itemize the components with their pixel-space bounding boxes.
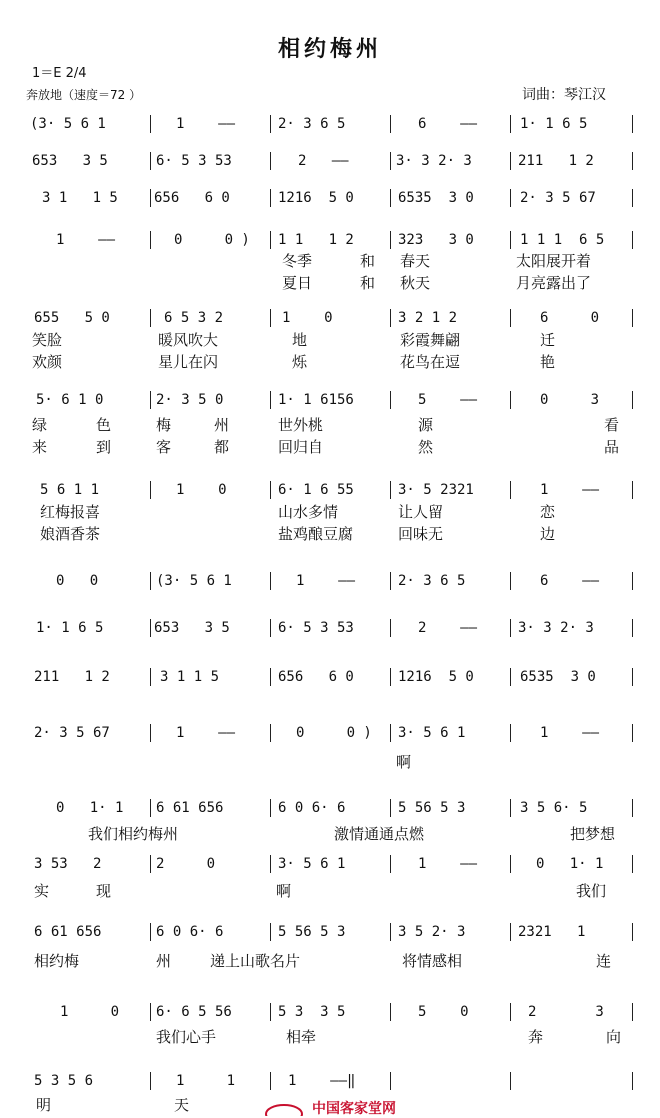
lyric-text: 艳: [540, 353, 556, 371]
note-group: 323 3 0: [398, 232, 474, 248]
note-group: 2 0: [156, 856, 216, 872]
lyric-text: 彩霞舞翩: [400, 331, 461, 349]
bar-line: [510, 724, 511, 742]
song-title: 相约梅州: [277, 37, 382, 62]
score-row: [0, 150, 660, 172]
watermark: [264, 1098, 454, 1116]
lyric-text: 烁: [292, 353, 308, 371]
note-group: 6 61 656: [34, 924, 102, 940]
note-group: 5 56 5 3: [398, 800, 466, 816]
bar-line: [270, 799, 271, 817]
lyric-text: 和: [360, 274, 376, 292]
note-group: 1216 5 0: [278, 190, 354, 206]
note-group: (3· 5 6 1: [156, 573, 232, 589]
bar-line: [632, 619, 633, 637]
note-group: 6· 5 3 53: [278, 620, 354, 636]
note-group: 2 ——: [298, 153, 349, 169]
lyric-text: 源: [418, 416, 434, 434]
lyric-line: [0, 250, 660, 270]
note-group: 655 5 0: [34, 310, 110, 326]
lyric-text: 月亮露出了: [516, 274, 592, 292]
lyric-text: 向: [606, 1028, 622, 1046]
lyric-text: 星儿在闪: [158, 353, 219, 371]
bar-line: [632, 572, 633, 590]
lyric-text: 把梦想: [570, 825, 616, 843]
bar-line: [390, 391, 391, 409]
note-group: 1 0: [60, 1004, 120, 1020]
bar-line: [390, 481, 391, 499]
bar-line: [632, 481, 633, 499]
note-group: 6 61 656: [156, 800, 224, 816]
bar-line: [390, 1003, 391, 1021]
note-group: 2· 3 5 67: [34, 725, 110, 741]
note-group: 1 1: [176, 1073, 236, 1089]
bar-line: [390, 724, 391, 742]
lyric-text: 太阳展开着: [516, 252, 592, 270]
bar-line: [150, 855, 151, 873]
lyric-text: 迁: [540, 331, 556, 349]
bar-line: [510, 668, 511, 686]
note-group: 6 0: [540, 310, 600, 326]
note-group: 1 ——: [56, 232, 116, 248]
note-group: 3 53 2: [34, 856, 102, 872]
note-group: 2 3: [528, 1004, 604, 1020]
note-group: 2· 3 5 0: [156, 392, 224, 408]
note-group: 3· 5 2321: [398, 482, 474, 498]
note-group: 6 0 6· 6: [156, 924, 224, 940]
lyric-line: [0, 414, 660, 434]
note-group: 0 1· 1: [56, 800, 124, 816]
bar-line: [510, 231, 511, 249]
note-group: 3 1 1 5: [42, 190, 118, 206]
note-group: 6 ——: [540, 573, 600, 589]
lyric-text: 红梅报喜: [40, 503, 101, 521]
note-group: 2· 3 5 67: [520, 190, 596, 206]
score-row: [0, 187, 660, 209]
lyric-line: [0, 523, 660, 543]
note-group: 0 0 ): [174, 232, 250, 248]
lyric-text: 盐鸡酿豆腐: [278, 525, 354, 543]
lyric-line: [0, 823, 660, 843]
lyric-text: 和: [360, 252, 376, 270]
composer-credit: 词曲：琴江汉: [522, 87, 606, 103]
bar-line: [150, 572, 151, 590]
note-group: 653 3 5: [154, 620, 230, 636]
lyric-text: 地: [292, 331, 308, 349]
bar-line: [390, 619, 391, 637]
lyric-text: 实: [34, 882, 50, 900]
bar-line: [632, 391, 633, 409]
bar-line: [270, 189, 271, 207]
note-group: 3· 3 2· 3: [518, 620, 594, 636]
lyric-text: 啊: [396, 753, 412, 771]
bar-line: [150, 1003, 151, 1021]
bar-line: [510, 855, 511, 873]
bar-line: [270, 309, 271, 327]
note-group: 5 3 3 5: [278, 1004, 346, 1020]
lyric-text: 天: [174, 1096, 190, 1114]
bar-line: [510, 572, 511, 590]
lyric-text: 到: [96, 438, 112, 456]
note-group: 2321 1: [518, 924, 586, 940]
note-group: 6 5 3 2: [164, 310, 224, 326]
lyric-text: 欢颜: [32, 353, 63, 371]
score-row: [0, 1070, 660, 1092]
lyric-text: 都: [214, 438, 230, 456]
lyric-text: 春天: [400, 252, 431, 270]
note-group: 6· 6 5 56: [156, 1004, 232, 1020]
lyric-text: 我们心手: [156, 1028, 217, 1046]
bar-line: [390, 189, 391, 207]
bar-line: [150, 309, 151, 327]
bar-line: [632, 923, 633, 941]
note-group: 1 0: [282, 310, 333, 326]
bar-line: [390, 309, 391, 327]
note-group: 6· 5 3 53: [156, 153, 232, 169]
bar-line: [510, 619, 511, 637]
score-row: [0, 666, 660, 688]
note-group: 211 1 2: [518, 153, 594, 169]
bar-line: [150, 724, 151, 742]
bar-line: [270, 619, 271, 637]
lyric-text: 让人留: [398, 503, 444, 521]
bar-line: [632, 855, 633, 873]
lyric-text: 连: [596, 952, 612, 970]
note-group: 1 ——: [296, 573, 356, 589]
tempo-marking: 奔放地（速度＝72 ）: [26, 88, 142, 102]
bar-line: [150, 923, 151, 941]
note-group: 5 6 1 1: [40, 482, 100, 498]
bar-line: [270, 231, 271, 249]
key-signature: 1＝E 2/4: [32, 66, 87, 81]
score-row: [0, 921, 660, 943]
lyric-line: [0, 950, 660, 970]
note-group: 3 2 1 2: [398, 310, 458, 326]
note-group: 6535 3 0: [520, 669, 596, 685]
bar-line: [270, 855, 271, 873]
bar-line: [270, 668, 271, 686]
bar-line: [390, 572, 391, 590]
note-group: 6· 1 6 55: [278, 482, 354, 498]
note-group: 1· 1 6 5: [36, 620, 104, 636]
lyric-text: 暖风吹大: [158, 331, 219, 349]
note-group: 3· 5 6 1: [278, 856, 346, 872]
lyric-text: 客: [156, 438, 172, 456]
lyric-text: 州: [156, 952, 172, 970]
note-group: 2· 3 6 5: [278, 116, 346, 132]
bar-line: [510, 115, 511, 133]
bar-line: [510, 923, 511, 941]
note-group: 0 0: [56, 573, 99, 589]
lyric-text: 夏日: [282, 274, 313, 292]
lyric-text: 绿: [32, 416, 48, 434]
lyric-text: 州: [214, 416, 230, 434]
lyric-line: [0, 351, 660, 371]
bar-line: [390, 855, 391, 873]
note-group: 5 ——: [418, 392, 478, 408]
note-group: 1 ——: [418, 856, 478, 872]
note-group: 6 0 6· 6: [278, 800, 346, 816]
bar-line: [270, 1003, 271, 1021]
bar-line: [632, 115, 633, 133]
score-row: [0, 853, 660, 875]
lyric-text: 回味无: [398, 525, 444, 543]
note-group: 211 1 2: [34, 669, 110, 685]
note-group: 5· 6 1 0: [36, 392, 104, 408]
bar-line: [390, 231, 391, 249]
note-group: 1 ——: [176, 725, 236, 741]
score-row: [0, 797, 660, 819]
lyric-text: 色: [96, 416, 112, 434]
bar-line: [510, 481, 511, 499]
note-group: 1· 1 6156: [278, 392, 354, 408]
lyric-text: 冬季: [282, 252, 313, 270]
bar-line: [270, 152, 271, 170]
bar-line: [390, 152, 391, 170]
bar-line: [270, 391, 271, 409]
lyric-text: 相约梅: [34, 952, 80, 970]
note-group: 3 5 6· 5: [520, 800, 588, 816]
lyric-text: 秋天: [400, 274, 431, 292]
bar-line: [510, 189, 511, 207]
score-row: [0, 617, 660, 639]
lyric-text: 奔: [528, 1028, 544, 1046]
note-group: 2 ——: [418, 620, 478, 636]
bar-line: [270, 115, 271, 133]
lyric-text: 边: [540, 525, 556, 543]
score-row: [0, 722, 660, 744]
score-row: [0, 389, 660, 411]
lyric-line: [0, 436, 660, 456]
bar-line: [632, 724, 633, 742]
bar-line: [270, 481, 271, 499]
lyric-text: 花鸟在逗: [400, 353, 461, 371]
note-group: 5 3 5 6: [34, 1073, 94, 1089]
lyric-text: 激情通通点燃: [334, 825, 425, 843]
note-group: 1 ——‖: [288, 1073, 356, 1089]
note-group: 3· 3 2· 3: [396, 153, 472, 169]
note-group: 6 ——: [418, 116, 478, 132]
note-group: 1216 5 0: [398, 669, 474, 685]
lyric-text: 娘酒香茶: [40, 525, 101, 543]
note-group: 1 0: [176, 482, 227, 498]
bar-line: [632, 189, 633, 207]
lyric-text: 现: [96, 882, 112, 900]
note-group: 0 0 ): [296, 725, 372, 741]
lyric-line: [0, 1026, 660, 1046]
bar-line: [390, 668, 391, 686]
lyric-text: 恋: [540, 503, 556, 521]
lyric-text: 啊: [276, 882, 292, 900]
bar-line: [632, 1072, 633, 1090]
note-group: 0 3: [540, 392, 600, 408]
lyric-line: [0, 272, 660, 292]
score-row: [0, 1001, 660, 1023]
bar-line: [390, 1072, 391, 1090]
bar-line: [150, 231, 151, 249]
watermark-logo-icon: [264, 1100, 304, 1116]
bar-line: [150, 799, 151, 817]
note-group: 1 ——: [540, 725, 600, 741]
bar-line: [390, 799, 391, 817]
note-group: 656 6 0: [154, 190, 230, 206]
note-group: 2· 3 6 5: [398, 573, 466, 589]
note-group: 3 1 1 5: [160, 669, 220, 685]
note-group: 656 6 0: [278, 669, 354, 685]
lyric-text: 世外桃: [278, 416, 324, 434]
bar-line: [632, 231, 633, 249]
lyric-text: 然: [418, 438, 434, 456]
bar-line: [510, 1003, 511, 1021]
lyric-text: 我们相约梅州: [88, 825, 179, 843]
lyric-line: [0, 880, 660, 900]
lyric-line: [0, 501, 660, 521]
lyric-text: 笑脸: [32, 331, 63, 349]
bar-line: [270, 572, 271, 590]
lyric-text: 来: [32, 438, 48, 456]
bar-line: [390, 115, 391, 133]
score-row: [0, 479, 660, 501]
bar-line: [632, 152, 633, 170]
score-row: [0, 229, 660, 251]
bar-line: [632, 309, 633, 327]
lyric-text: 品: [604, 438, 620, 456]
bar-line: [150, 1072, 151, 1090]
bar-line: [270, 923, 271, 941]
score-row: [0, 113, 660, 135]
note-group: 1 1 1 2: [278, 232, 354, 248]
bar-line: [510, 152, 511, 170]
bar-line: [632, 668, 633, 686]
bar-line: [150, 152, 151, 170]
note-group: 3· 5 6 1: [398, 725, 466, 741]
bar-line: [150, 115, 151, 133]
bar-line: [390, 923, 391, 941]
note-group: 1 1 1 6 5: [520, 232, 605, 248]
bar-line: [150, 391, 151, 409]
bar-line: [150, 189, 151, 207]
bar-line: [632, 1003, 633, 1021]
watermark-text: 中国客家堂网: [312, 1101, 396, 1117]
bar-line: [270, 724, 271, 742]
note-group: 1 ——: [540, 482, 600, 498]
bar-line: [510, 1072, 511, 1090]
bar-line: [510, 309, 511, 327]
note-group: 5 56 5 3: [278, 924, 346, 940]
bar-line: [150, 668, 151, 686]
lyric-line: [0, 751, 660, 771]
note-group: 6535 3 0: [398, 190, 474, 206]
lyric-text: 山水多情: [278, 503, 339, 521]
note-group: 0 1· 1: [536, 856, 604, 872]
lyric-text: 相牵: [286, 1028, 317, 1046]
score-row: [0, 307, 660, 329]
bar-line: [150, 619, 151, 637]
note-group: 1· 1 6 5: [520, 116, 588, 132]
lyric-text: 看: [604, 416, 620, 434]
lyric-text: 梅: [156, 416, 172, 434]
lyric-text: 递上山歌名片: [210, 952, 301, 970]
bar-line: [632, 799, 633, 817]
lyric-text: 将情感相: [402, 952, 463, 970]
bar-line: [270, 1072, 271, 1090]
note-group: 3 5 2· 3: [398, 924, 466, 940]
bar-line: [510, 799, 511, 817]
lyric-text: 回归自: [278, 438, 324, 456]
lyric-text: 明: [36, 1096, 52, 1114]
note-group: 653 3 5: [32, 153, 108, 169]
note-group: 5 0: [418, 1004, 469, 1020]
bar-line: [150, 481, 151, 499]
bar-line: [510, 391, 511, 409]
lyric-line: [0, 329, 660, 349]
lyric-text: 我们: [576, 882, 607, 900]
note-group: (3· 5 6 1: [30, 116, 106, 132]
note-group: 1 ——: [176, 116, 236, 132]
score-row: [0, 570, 660, 592]
